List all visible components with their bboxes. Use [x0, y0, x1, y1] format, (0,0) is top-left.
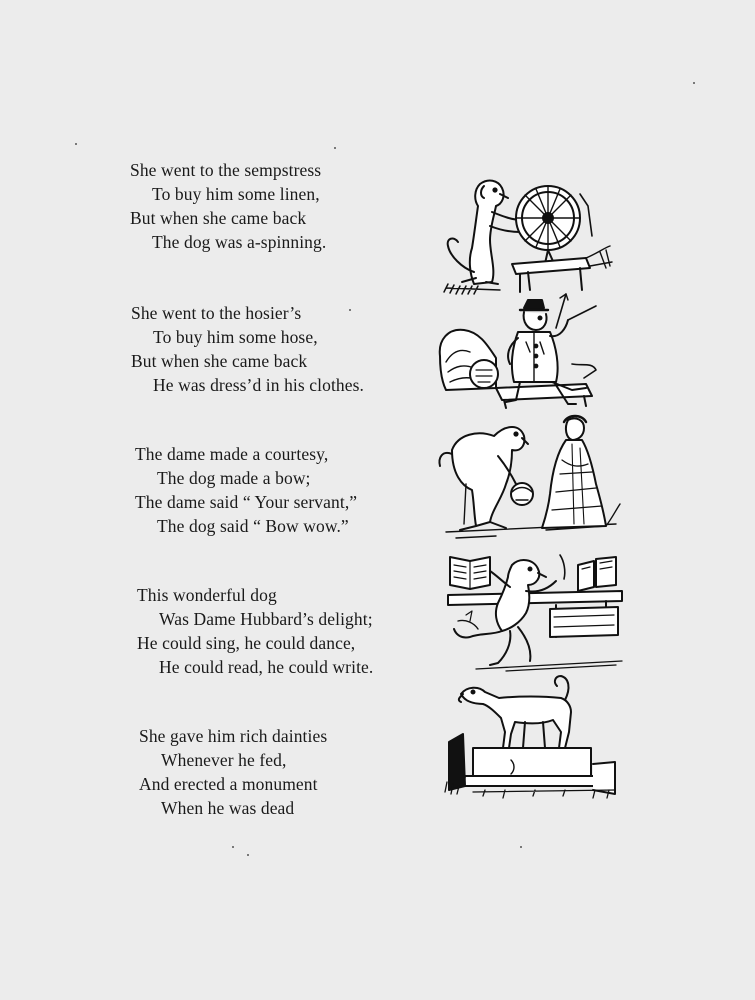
stanza-5: [139, 724, 327, 820]
stanza-line: The dame made a courtesy,: [135, 444, 329, 464]
dog-bowing-to-dame-icon: [436, 414, 622, 546]
stanza-line: This wonderful dog: [137, 585, 277, 605]
stanza-line: To buy him some linen,: [152, 184, 320, 204]
dog-dressed-on-sofa-icon: [436, 292, 602, 412]
paper-speck: [75, 143, 77, 145]
stanza-line: He could sing, he could dance,: [137, 633, 356, 653]
stanza-line: And erected a monument: [139, 774, 318, 794]
stanza-line: Whenever he fed,: [161, 750, 287, 770]
stanza-3: [135, 442, 357, 538]
stanza-line: But when she came back: [130, 208, 307, 228]
stanza-line: He could read, he could write.: [159, 657, 374, 677]
paper-speck: [232, 846, 234, 848]
stanza-4: [137, 583, 373, 679]
paper-speck: [334, 147, 336, 149]
stanza-line: She went to the hosier’s: [131, 303, 302, 323]
stanza-1: [130, 158, 326, 254]
stanza-line: She gave him rich dainties: [139, 726, 328, 746]
dog-spinning-wheel-icon: [440, 176, 615, 298]
dog-reading-writing-icon: [446, 551, 624, 673]
stanza-line: Was Dame Hubbard’s delight;: [159, 609, 373, 629]
stanza-line: But when she came back: [131, 351, 308, 371]
stanza-line: To buy him some hose,: [153, 327, 318, 347]
stanza-line: The dame said “ Your servant,”: [135, 492, 358, 512]
stanza-line: The dog made a bow;: [157, 468, 311, 488]
stanza-line: She went to the sempstress: [130, 160, 322, 180]
stanza-line: The dog said “ Bow wow.”: [157, 516, 349, 536]
paper-speck: [247, 854, 249, 856]
stanza-2: [131, 301, 364, 397]
stanza-line: The dog was a-spinning.: [152, 232, 327, 252]
dog-on-monument-icon: [443, 672, 619, 802]
paper-speck: [520, 846, 522, 848]
paper-speck: [349, 309, 351, 311]
paper-speck: [693, 82, 695, 84]
stanza-line: He was dress’d in his clothes.: [153, 375, 365, 395]
stanza-line: When he was dead: [161, 798, 295, 818]
